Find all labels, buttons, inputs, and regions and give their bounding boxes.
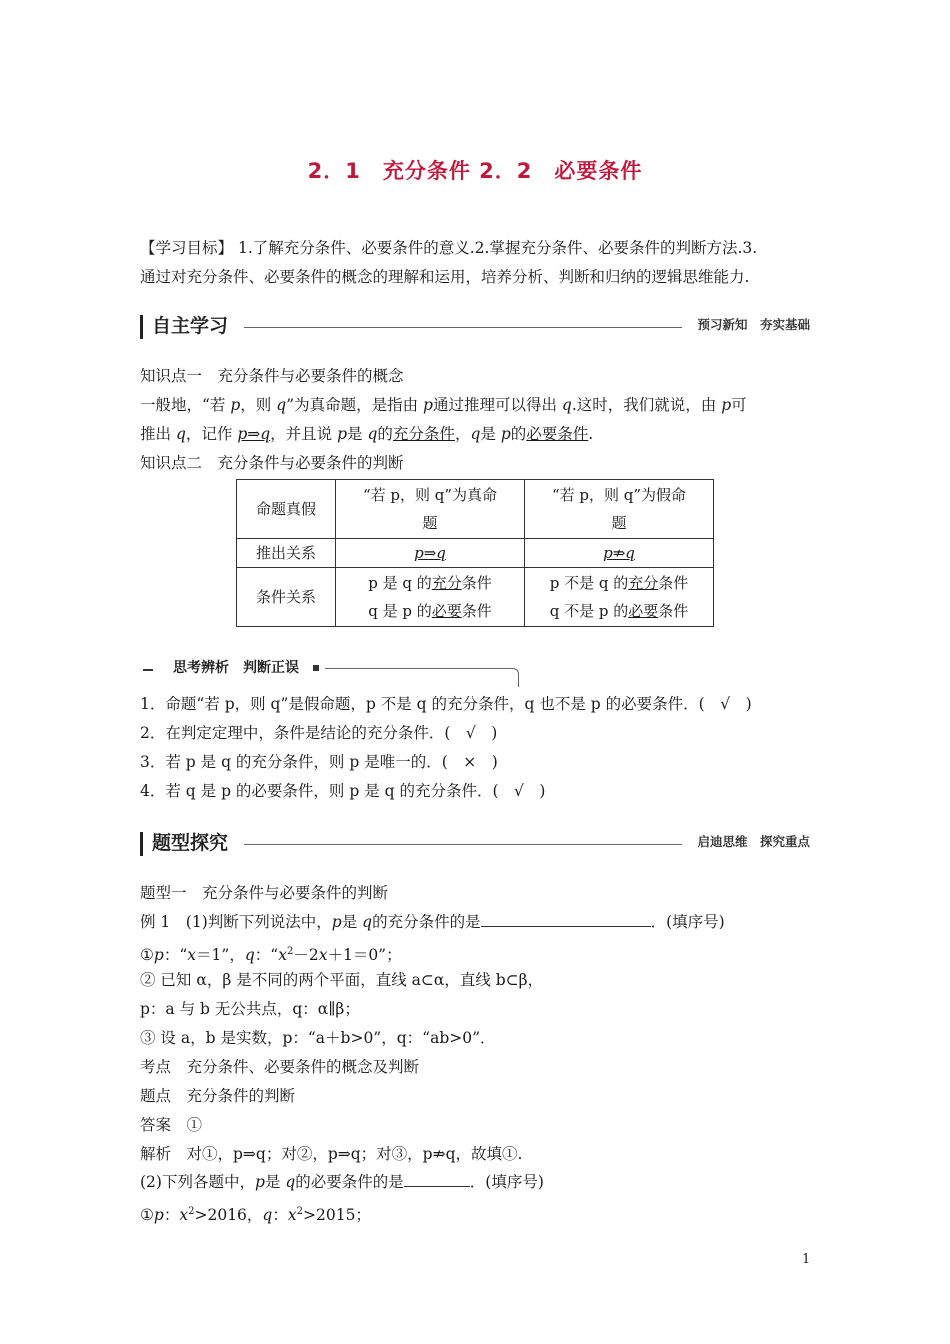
section-rule <box>244 327 682 328</box>
table-cell: p 是 q 的充分条件 q 是 p 的必要条件 <box>336 568 525 627</box>
section-subtitle: 启迪思维 探究重点 <box>697 834 810 849</box>
judge-item-3: 3．若 p 是 q 的充分条件，则 p 是唯一的．( × ) <box>140 753 498 771</box>
answer-blank[interactable] <box>404 1170 470 1187</box>
answer: 答案 ① <box>140 1116 203 1134</box>
table-header-cell: 命题真假 <box>237 480 336 539</box>
table-row <box>237 539 714 568</box>
answer-blank[interactable] <box>481 910 651 927</box>
objectives-label: 【学习目标】 <box>140 239 234 257</box>
page-number: 1 <box>802 1252 811 1267</box>
example-item-2-line-1: ② 已知 α，β 是不同的两个平面，直线 a⊂α，直线 b⊂β， <box>140 971 544 989</box>
table-row <box>237 568 714 627</box>
table-cell: p⇒q <box>336 539 525 568</box>
kaodian: 考点 充分条件、必要条件的概念及判断 <box>140 1058 420 1076</box>
example-2-item-1: ①p：$x^2>2016$，q：$x^2>2015$； <box>140 1206 371 1224</box>
judge-item-1: 1．命题“若 p，则 q”是假命题，p 不是 q 的充分条件，q 也不是 p 的必要条件．( √ ) <box>140 695 752 713</box>
example-item-1: ①p：“x＝1”，q：“$x^2-2x+1=0$”； <box>140 946 402 964</box>
necessary-answer: 必要条件 <box>526 425 589 443</box>
section-marker <box>140 315 143 339</box>
example-1-part-1: 例 1 (1)判断下列说法中，p是 q的充分条件的是 ．(填序号) <box>140 908 725 937</box>
example-item-2-line-2: p：a 与 b 无公共点，q：α∥β； <box>140 1000 360 1018</box>
table-header-cell: “若 p，则 q”为真命 题 <box>336 480 525 539</box>
page-title: 2．1 充分条件 2．2 必要条件 <box>307 159 643 183</box>
knowledge-point-1-line-2: 推出 q，记作 p⇒q，并且说 p是 q的充分条件，q是 p的必要条件. <box>140 425 594 443</box>
objectives-line-1: 【学习目标】 1.了解充分条件、必要条件的意义.2.掌握充分条件、必要条件的判断方法.3. <box>140 239 758 257</box>
comparison-table <box>236 479 714 627</box>
question-type-1-heading: 题型一 充分条件与必要条件的判断 <box>140 884 389 902</box>
section-header-question-types <box>140 828 810 858</box>
think-discuss-label: 思考辨析 判断正误 <box>173 660 299 676</box>
table-cell: p 不是 q 的充分条件 q 不是 p 的必要条件 <box>525 568 714 627</box>
section-marker <box>140 832 143 856</box>
objectives-line-2: 通过对充分条件、必要条件的概念的理解和运用，培养分析、判断和归纳的逻辑思维能力. <box>140 268 750 286</box>
section-label: 自主学习 <box>152 315 229 337</box>
example-1-part-2: (2)下列各题中，p是 q的必要条件的是 ．(填序号) <box>140 1168 544 1197</box>
implication-answer: p⇒q <box>237 425 271 443</box>
tidian: 题点 充分条件的判断 <box>140 1087 296 1105</box>
analysis: 解析 对①，p⇒q；对②，p⇒q；对③，p⇏q，故填①. <box>140 1145 523 1163</box>
table-cell: 条件关系 <box>237 568 336 627</box>
think-discuss-header <box>143 659 519 685</box>
knowledge-point-1-heading: 知识点一 充分条件与必要条件的概念 <box>140 367 404 385</box>
section-subtitle: 预习新知 夯实基础 <box>697 317 810 332</box>
table-header-cell: “若 p，则 q”为假命 题 <box>525 480 714 539</box>
table-row <box>237 480 714 539</box>
knowledge-point-1-line-1: 一般地，“若 p，则 q”为真命题，是指由 p通过推理可以得出 q.这时，我们就说，由 p可 <box>140 396 747 414</box>
judge-item-4: 4．若 q 是 p 的必要条件，则 p 是 q 的充分条件．( √ ) <box>140 782 546 800</box>
table-cell: p⇏q <box>525 539 714 568</box>
knowledge-point-2-heading: 知识点二 充分条件与必要条件的判断 <box>140 454 404 472</box>
table-cell: 推出关系 <box>237 539 336 568</box>
section-label: 题型探究 <box>152 832 229 854</box>
sufficient-answer: 充分条件 <box>392 425 455 443</box>
section-header-self-study <box>140 311 810 341</box>
judge-item-2: 2．在判定定理中，条件是结论的充分条件．( √ ) <box>140 724 498 742</box>
example-item-3: ③ 设 a，b 是实数，p：“a＋b>0”，q：“ab>0”． <box>140 1029 496 1047</box>
section-rule <box>244 844 682 845</box>
